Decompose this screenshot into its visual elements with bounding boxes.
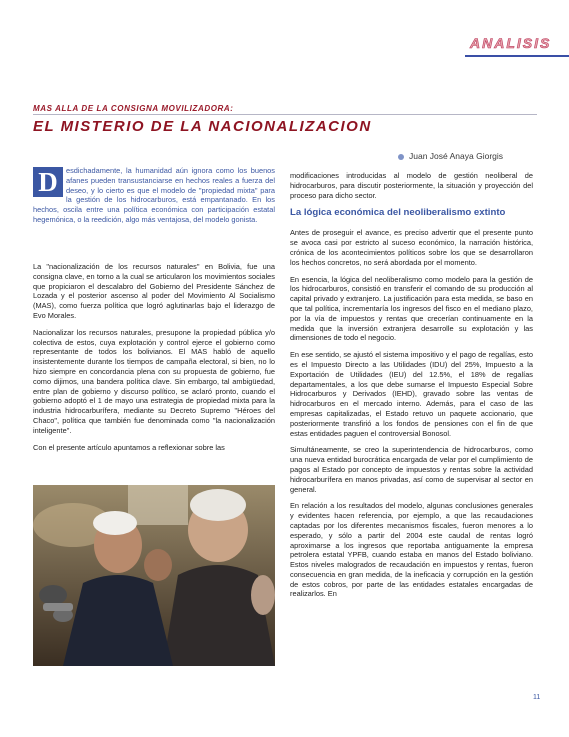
body-paragraph: Con el presente artículo apuntamos a reflexionar sobre las [33,442,225,452]
left-column [33,262,275,459]
lead-paragraph [33,166,275,225]
drop-cap: D [33,167,63,197]
bullet-icon [398,154,404,160]
body-paragraph: Antes de proseguir el avance, es preciso advertir que el presente punto se avoca casi por estricto al suceso económico, la narración histórica, crónica de los acontecimientos políticos sobre los que se desarrollaron los hechos concretos, no será abordada por el momento. [290,228,533,267]
body-paragraph: Nacionalizar los recursos naturales, presupone la propiedad pública y/o colectiva de estos, cuya explotación y control ejerce el gobierno como representante de todos los bolivianos. El MAS habló de aquello insistentemente durante los tiempos de campaña electoral, si bien, no lo hizo siempre en concordancia plena con su propuesta de gobierno, fue como dijimos, una bandera política clave. Sin embargo, tal ambigüedad, entre plan de gobierno y discurso político, se aclaró pronto, cuando el gobierno adoptó el 1 de mayo una estrategia de propiedad mixta para la industria hidrocarburífera, mediante su Decreto Supremo "Héroes del Chaco", política que también fue denominada como "la nacionalización inteligente". [33,327,275,435]
section-tab-label: ANALISIS [470,35,552,51]
section-heading: La lógica económica del neoliberalismo extinto [290,207,506,219]
byline [398,151,503,161]
body-paragraph: En relación a los resultados del modelo, algunas conclusiones generales y evidentes hacen referencia, por ejemplo, a que las recaudaciones captadas por los diferentes mecanismos fiscales, fueron menores a lo esperado, y sólo a partir del 2004 este caudal de rentas logró aproximarse a los ingresos que reportaba antiguamente la empresa petrolera estatal YPFB, cuando estaba en manos del Estado boliviano. Estos niveles malogrados de recaudación en impuestos y rentas, fueron consecuencia en gran medida, de la ineficacia y corrupción en la gestión de estos cobros, por parte de las entidades estatales encargadas de realizarlos. En [290,501,533,599]
press-photo [33,485,275,666]
section-tab-rule [465,55,569,57]
body-paragraph: Simultáneamente, se creo la superintendencia de hidrocarburos, como una nueva entidad burocrática encargada de velar por el cumplimiento de pagos al Estado por concepto de impuestos y rentas sobre la actividad hidrocarburífera en manos privadas, así como de supervisar al sector en general. [290,445,533,494]
article-kicker: MAS ALLA DE LA CONSIGNA MOVILIZADORA: [33,104,234,113]
body-paragraph: modificaciones introducidas al modelo de gestión neoliberal de hidrocarburos, para discutir posteriormente, la situación y proyección del proceso para dicho sector. [290,171,533,200]
body-paragraph: En ese sentido, se ajustó el sistema impositivo y el pago de regalías, esto es el Impuesto Directo a las Utilidades (IDU) del 25%, Impuesto a la Exportación de Utilidades (IEU) del 12.5%, el 18% de regalías departamentales, a los que debe sumarse el Impuesto Especial Sobre Hidrocarburos y Derivados (IEHD), gravado sobre las ventas de hidrocarburos en el mercado interno. Además, para el caso de las empresas capitalizadas, el Estado retuvo un paquete accionario, que posteriormente transfirió a los fondos de pensiones con el fin de que estas entidades paguen el controversial Bonosol. [290,350,533,438]
body-paragraph: La "nacionalización de los recursos naturales" en Bolivia, fue una consigna clave, en torno a la cual se articularon los movimientos sociales que propiciaron el descalabro del Gobierno del Presidente Sánchez de Lozada y el posterior ascenso al poder del Movimiento Al Socialismo (MAS), como fuerza política que logró aglutinarlas bajo el liderazgo de Evo Morales. [33,262,275,320]
page-number: 11 [533,694,541,701]
article-title: EL MISTERIO DE LA NACIONALIZACION [33,118,372,135]
author-name: Juan José Anaya Giorgis [409,151,504,161]
kicker-rule [33,114,537,115]
right-column [290,171,533,606]
lead-text: esdichadamente, la humanidad aún ignora como los buenos afanes pueden transustanciarse en hechos reales a fuerza del deseo, y lo cierto es que el modelo de "propiedad mixta" para la gestión de los hidrocarburos, está empantanado. En los hechos, oscila entre una política económica con participación estatal hegemónica, o la reedición, algo más ventajosa, del modelo gonista. [33,166,275,224]
body-paragraph: En esencia, la lógica del neoliberalismo como modelo para la gestión de los hidrocarburos, consistió en transferir el comando de su producción al capital privado y extranjero. La justificación para esta medida, se baso en que tal política, incrementaría los ingresos del fisco en el mediano plazo, por la vía de impuestos y rentas que crecerían continuamente en la medida que la inversión extranjera desarrolle su explotación y las dimensiones de todo el negocio. [290,274,533,343]
press-photo-illustration [33,485,275,666]
